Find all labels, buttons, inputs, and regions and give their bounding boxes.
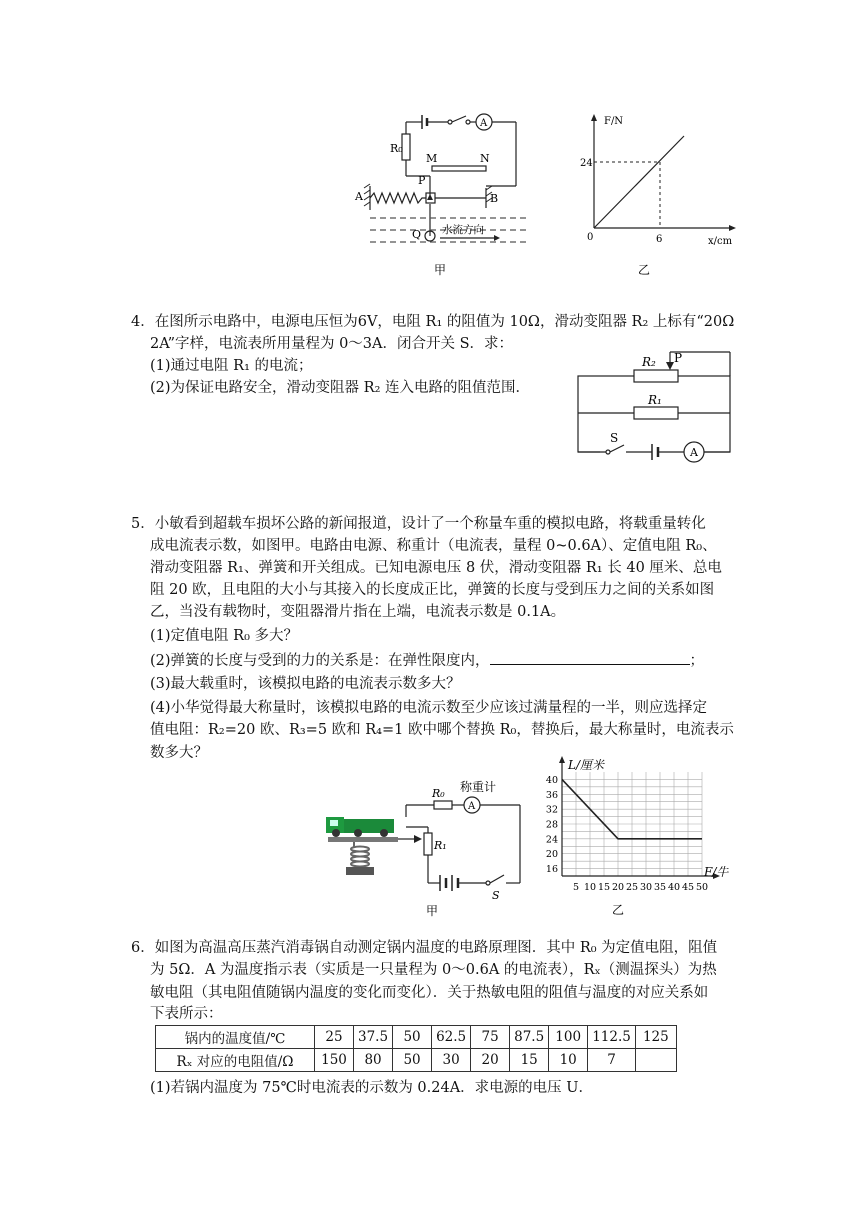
- q4-line-4: (2)为保证电路安全，滑动变阻器 R₂ 连入电路的阻值范围．: [150, 380, 530, 396]
- x-tick-label: 30: [639, 882, 653, 893]
- y-tick-label: 40: [545, 774, 558, 786]
- chart-xlabel: F/牛: [704, 865, 729, 879]
- x-tick-label: 40: [667, 882, 681, 893]
- y-tick-label: 36: [545, 789, 558, 801]
- q4-A: A: [690, 446, 698, 459]
- label-R0: R₀: [390, 142, 403, 155]
- table-cell: [635, 1049, 676, 1072]
- q5-chart-yi: [538, 752, 738, 920]
- q5-A: A: [468, 801, 476, 812]
- chart-caption: 乙: [612, 903, 625, 917]
- scale-platform: [328, 837, 398, 842]
- x-tick-label: 15: [597, 882, 611, 893]
- answer-blank[interactable]: [490, 650, 690, 665]
- x-tick-label: 5: [572, 882, 580, 893]
- top-figure-jia: [350, 108, 540, 280]
- q5-line-7-end: ；: [689, 653, 705, 669]
- yi-origin: 0: [587, 232, 594, 243]
- y-tick-label: 16: [545, 864, 558, 876]
- y-tick-label: 20: [545, 849, 558, 861]
- label-N: N: [480, 152, 490, 165]
- table-cell: 87.5: [510, 1026, 549, 1049]
- q4-P: P: [674, 351, 683, 365]
- table-row: [156, 1049, 677, 1072]
- label-P: P: [418, 174, 426, 187]
- q5-line-1: 5．小敏看到超载车损坏公路的新闻报道，设计了一个称量车重的模拟电路，将载重量转化: [131, 516, 706, 532]
- table-cell: 10: [549, 1049, 588, 1072]
- table-header-cell: Rₓ 对应的电阻值/Ω: [156, 1049, 315, 1072]
- x-tick-label: 35: [653, 882, 667, 893]
- q6-line-1: 6．如图为高温高压蒸汽消毒锅自动测定锅内温度的电路原理图．其中 R₀ 为定值电阻，阻值: [131, 940, 718, 956]
- table-cell: 15: [510, 1049, 549, 1072]
- q4-S: S: [610, 431, 619, 445]
- q5-line-7-text: (2)弹簧的长度与受到的力的关系是：在弹性限度内，: [150, 653, 490, 669]
- yi-tick-y: 24: [580, 158, 593, 169]
- q6-line-3: 敏电阻（其电阻值随锅内温度的变化而变化）．关于热敏电阻的阻值与温度的对应关系如: [150, 985, 709, 1001]
- label-Q: Q: [412, 228, 422, 241]
- table-cell: 100: [549, 1026, 588, 1049]
- x-tick-label: 45: [681, 882, 695, 893]
- table-cell: 75: [471, 1026, 510, 1049]
- q5-R0: R₀: [432, 787, 445, 800]
- y-axis-arrow: [559, 756, 565, 763]
- table-cell: 25: [315, 1026, 354, 1049]
- q4-R1: R₁: [648, 393, 662, 407]
- table-cell: 30: [432, 1049, 471, 1072]
- y-tick-label: 28: [545, 819, 558, 831]
- q5-figure-jia: [322, 775, 532, 917]
- label-flow: 水流方向: [442, 224, 484, 236]
- top-figure-yi: [582, 112, 742, 280]
- q5-line-7: [150, 650, 704, 671]
- label-M: M: [426, 152, 438, 165]
- q4-line-1: 4．在图所示电路中，电源电压恒为6V，电阻 R₁ 的阻值为 10Ω，滑动变阻器 R₂ 上标有“20Ω: [131, 314, 735, 330]
- table-header-cell: 锅内的温度值/℃: [156, 1026, 315, 1049]
- table-cell: 125: [635, 1026, 676, 1049]
- q5-line-5: 乙，当没有载物时，变阻器滑片指在上端，电流表示数是 0.1A。: [150, 604, 566, 620]
- q5-line-10: 值电阻：R₂=20 欧、R₃=5 欧和 R₄=1 欧中哪个替换 R₀，替换后，最大称量时，电流表示: [150, 722, 734, 738]
- q5-caption-jia: 甲: [426, 904, 439, 918]
- q5-meter-label: 称重计: [460, 780, 497, 794]
- y-tick-label: 24: [545, 834, 558, 846]
- q5-line-11: 数多大？: [150, 745, 208, 761]
- caption-jia-top: 甲: [434, 263, 447, 277]
- table-cell: 50: [393, 1049, 432, 1072]
- table-row: [156, 1026, 677, 1049]
- yi-tick-x: 6: [656, 234, 663, 245]
- x-tick-label: 10: [583, 882, 597, 893]
- q5-line-6: (1)定值电阻 R₀ 多大？: [150, 628, 298, 644]
- q4-line-3: (1)通过电阻 R₁ 的电流；: [150, 358, 313, 374]
- x-tick-label: 25: [625, 882, 639, 893]
- q5-line-2: 成电流表示数，如图甲。电路由电源、称重计（电流表，量程 0~0.6A）、定值电阻 R₀、: [150, 538, 717, 554]
- table-cell: 62.5: [432, 1026, 471, 1049]
- table-cell: 112.5: [588, 1026, 636, 1049]
- q5-line-4: 阻 20 欧，且电阻的大小与其接入的长度成正比，弹簧的长度与受到压力之间的关系如图: [150, 582, 715, 598]
- x-tick-label: 20: [611, 882, 625, 893]
- yi-xlabel: x/cm: [708, 236, 733, 247]
- q6-line-4: 下表所示：: [150, 1006, 223, 1022]
- q6-line-2: 为 5Ω．A 为温度指示表（实质是一只量程为 0～0.6A 的电流表），Rₓ（测温探头）为热: [150, 962, 717, 978]
- q4-line-2: 2A”字样，电流表所用量程为 0～3A．闭合开关 S．求：: [150, 336, 514, 352]
- q5-R1: R₁: [434, 839, 447, 852]
- q5-line-3: 滑动变阻器 R₁、弹簧和开关组成。已知电源电压 8 伏，滑动变阻器 R₁ 长 40 厘米、总电: [150, 560, 722, 576]
- table-cell: 50: [393, 1026, 432, 1049]
- q5-S: S: [492, 889, 500, 902]
- q5-line-8: (3)最大载重时，该模拟电路的电流表示数多大？: [150, 676, 461, 692]
- label-B: B: [490, 192, 499, 205]
- temperature-table: [155, 1025, 677, 1072]
- table-cell: 7: [588, 1049, 636, 1072]
- caption-yi-top: 乙: [638, 263, 651, 277]
- yi-ylabel: F/N: [604, 116, 624, 127]
- spring-base: [346, 867, 374, 875]
- q4-R2: R₂: [642, 355, 656, 369]
- table-cell: 20: [471, 1049, 510, 1072]
- q4-circuit: [570, 346, 740, 462]
- ammeter-label: A: [480, 118, 488, 129]
- y-tick-label: 32: [545, 804, 558, 816]
- table-cell: 80: [354, 1049, 393, 1072]
- x-tick-label: 50: [695, 882, 709, 893]
- label-A: A: [355, 190, 363, 203]
- q6-after: (1)若锅内温度为 75℃时电流表的示数为 0.24A．求电源的电压 U．: [150, 1080, 594, 1096]
- table-cell: 37.5: [354, 1026, 393, 1049]
- q5-line-9: (4)小华觉得最大称量时，该模拟电路的电流示数至少应该过满量程的一半，则应选择定: [150, 700, 708, 716]
- table-cell: 150: [315, 1049, 354, 1072]
- chart-ylabel: L/厘米: [568, 758, 605, 772]
